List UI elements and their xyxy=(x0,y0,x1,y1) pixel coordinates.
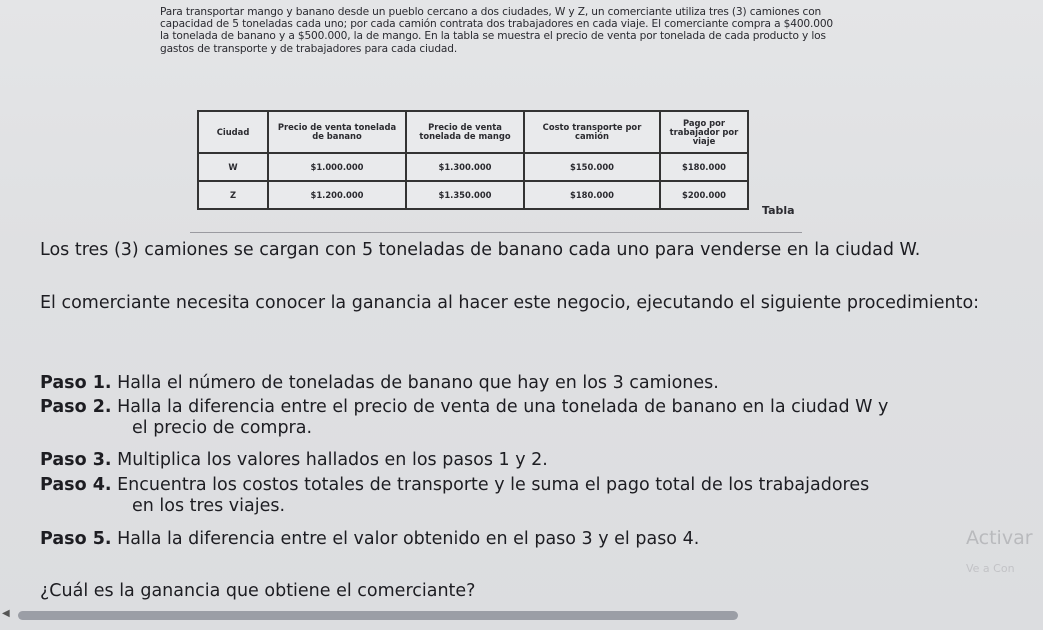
step-label: Paso 5. xyxy=(40,529,112,549)
step-text: Encuentra los costos totales de transporte y le suma el pago total de los trabajadores xyxy=(117,475,870,495)
header-mango-price: Precio de venta tonelada de mango xyxy=(406,111,524,153)
question-text: ¿Cuál es la ganancia que obtiene el comerciante? xyxy=(40,581,476,601)
step-2 xyxy=(40,397,1030,439)
table-cell: $200.000 xyxy=(660,181,748,209)
step-label: Paso 1. xyxy=(40,373,112,393)
header-worker-pay: Pago por trabajador por viaje xyxy=(660,111,748,153)
table-cell: $180.000 xyxy=(524,181,660,209)
table-cell: $150.000 xyxy=(524,153,660,181)
table-row xyxy=(198,181,748,209)
intro-paragraph: Para transportar mango y banano desde un pueblo cercano a dos ciudades, W y Z, un comerciante utiliza tres (3) camiones con capacidad de 5 toneladas cada uno; por cada camión contrata dos trabajadores en cada viaje. El comerciante compra a $400.000 la tonelada de banano y a $500.000, la de mango. En la tabla se muestra el precio de venta por tonelada de cada producto y los gastos de transporte y de trabajadores para cada ciudad. xyxy=(160,6,834,55)
divider xyxy=(190,232,802,233)
step-text: Multiplica los valores hallados en los pasos 1 y 2. xyxy=(117,450,548,470)
statement-text: Los tres (3) camiones se cargan con 5 toneladas de banano cada uno para venderse en la ciudad W. xyxy=(40,240,921,260)
step-5 xyxy=(40,529,1030,550)
table-cell: $180.000 xyxy=(660,153,748,181)
step-continuation: el precio de compra. xyxy=(132,418,313,438)
horizontal-scrollbar[interactable] xyxy=(18,611,738,620)
step-continuation: en los tres viajes. xyxy=(132,496,286,516)
step-1 xyxy=(40,373,1030,394)
header-city: Ciudad xyxy=(198,111,268,153)
table-cell: $1.200.000 xyxy=(268,181,406,209)
table-header-row xyxy=(198,111,748,153)
table-cell: W xyxy=(198,153,268,181)
price-table xyxy=(197,110,749,210)
table-cell: $1.350.000 xyxy=(406,181,524,209)
activation-watermark-sub: Ve a Con xyxy=(966,562,1015,575)
step-label: Paso 3. xyxy=(40,450,112,470)
table-caption: Tabla xyxy=(762,204,795,217)
step-text: Halla el número de toneladas de banano que hay en los 3 camiones. xyxy=(117,373,719,393)
table-row xyxy=(198,153,748,181)
procedure-intro: El comerciante necesita conocer la ganancia al hacer este negocio, ejecutando el siguiente procedimiento: xyxy=(40,293,980,313)
step-text: Halla la diferencia entre el valor obtenido en el paso 3 y el paso 4. xyxy=(117,529,700,549)
activation-watermark: Activar xyxy=(966,527,1033,549)
header-banana-price: Precio de venta tonelada de banano xyxy=(268,111,406,153)
scroll-left-icon[interactable]: ◀ xyxy=(2,608,10,619)
table-cell: $1.300.000 xyxy=(406,153,524,181)
step-label: Paso 4. xyxy=(40,475,112,495)
table-cell: $1.000.000 xyxy=(268,153,406,181)
table-cell: Z xyxy=(198,181,268,209)
step-label: Paso 2. xyxy=(40,397,112,417)
step-4 xyxy=(40,475,1030,517)
step-3 xyxy=(40,450,1030,471)
step-text: Halla la diferencia entre el precio de venta de una tonelada de banano en la ciudad W y xyxy=(117,397,889,417)
header-transport-cost: Costo transporte por camión xyxy=(524,111,660,153)
